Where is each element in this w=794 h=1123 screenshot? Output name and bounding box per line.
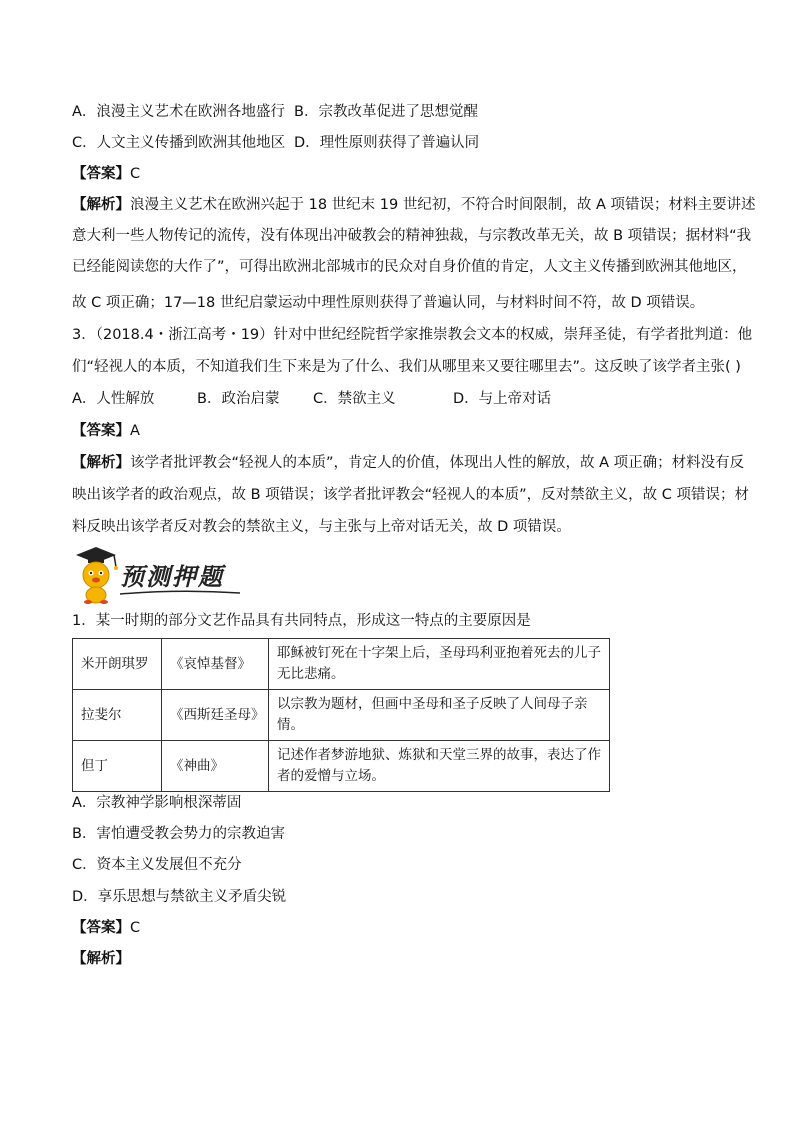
table-cell-desc: 以宗教为题材，但画中圣母和圣子反映了人间母子亲情。 [269, 690, 610, 741]
q3-analysis-line-2: 映出该学者的政治观点，故 B 项错误；该学者批评教会“轻视人的本质”，反对禁欲主义，故 C 项错误；材 [72, 487, 750, 503]
table-cell-work: 《哀悼基督》 [162, 639, 269, 690]
q2-analysis-line-1 [72, 196, 756, 214]
q3-answer [72, 422, 732, 440]
banner-underline [120, 589, 240, 597]
q2-options-row-1 [72, 103, 732, 121]
analysis-label: 【解析】 [72, 197, 130, 213]
answer-value: C [130, 920, 141, 936]
p1-option-b: B．害怕遭受教会势力的宗教迫害 [72, 826, 285, 842]
p1-question: 1．某一时期的部分文艺作品具有共同特点，形成这一特点的主要原因是 [72, 613, 531, 629]
q3-stem-line-2: 们“轻视人的本质，不知道我们生下来是为了什么、我们从哪里来又要往哪里去”。这反映了该学者主张( ) [72, 359, 741, 375]
table-cell-work: 《神曲》 [162, 741, 269, 792]
graduate-mascot-icon [70, 545, 122, 605]
q3-analysis-line-3: 料反映出该学者反对教会的禁欲主义，与主张与上帝对话无关，故 D 项错误。 [72, 519, 571, 535]
p1-answer [72, 919, 732, 937]
q2-analysis-line-2: 意大利一些人物传记的流传，没有体现出冲破教会的精神独裁，与宗教改革无关，故 B 项错误；据材料“我 [72, 228, 752, 244]
analysis-text: 浪漫主义艺术在欧洲兴起于 18 世纪末 19 世纪初，不符合时间限制，故 A 项错误；材料主要讲述 [130, 197, 756, 213]
analysis-text: 该学者批评教会“轻视人的本质”，肯定人的价值，体现出人性的解放，故 A 项正确；材料没有反 [130, 455, 745, 471]
q2-analysis-line-4: 故 C 项正确；17—18 世纪启蒙运动中理性原则获得了普遍认同，与材料时间不符，故 D 项错误。 [72, 295, 705, 311]
table-row [73, 741, 610, 792]
answer-value: A [130, 423, 140, 439]
prediction-section-banner [70, 545, 240, 605]
q2-option-a: A．浪漫主义艺术在欧洲各地盛行 [72, 104, 285, 120]
table-row [73, 639, 610, 690]
q2-options-row-2 [72, 134, 732, 152]
q3-option-a: A．人性解放 [72, 391, 155, 407]
table-cell-desc: 记述作者梦游地狱、炼狱和天堂三界的故事，表达了作者的爱憎与立场。 [269, 741, 610, 792]
answer-label: 【答案】 [72, 423, 130, 439]
q2-option-c: C．人文主义传播到欧洲其他地区 [72, 135, 286, 151]
q2-analysis-line-3: 已经能阅读您的大作了”，可得出欧洲北部城市的民众对自身价值的肯定，人文主义传播到欧洲其他地区， [72, 259, 747, 275]
q3-option-b: B．政治启蒙 [197, 391, 280, 407]
q2-option-b: B．宗教改革促进了思想觉醒 [294, 104, 478, 120]
table-cell-artist: 米开朗琪罗 [73, 639, 162, 690]
p1-option-c: C．资本主义发展但不充分 [72, 857, 242, 873]
answer-label: 【答案】 [72, 166, 130, 182]
banner-title: 预测押题 [120, 562, 224, 591]
table-cell-artist: 但丁 [73, 741, 162, 792]
table-cell-desc: 耶稣被钉死在十字架上后，圣母玛利亚抱着死去的儿子无比悲痛。 [269, 639, 610, 690]
q3-analysis-line-1 [72, 454, 745, 472]
table-cell-artist: 拉斐尔 [73, 690, 162, 741]
q3-stem-line-1: 3．（2018.4・浙江高考・19）针对中世纪经院哲学家推崇教会文本的权威，崇拜圣徒，有学者批判道：他 [72, 327, 753, 343]
table-cell-work: 《西斯廷圣母》 [162, 690, 269, 741]
answer-label: 【答案】 [72, 920, 130, 936]
q3-option-d: D．与上帝对话 [453, 391, 552, 407]
p1-option-a: A．宗教神学影响根深蒂固 [72, 795, 242, 811]
answer-value: C [130, 166, 141, 182]
q2-option-d: D．理性原则获得了普遍认同 [294, 135, 480, 151]
q2-answer [72, 165, 732, 183]
q3-option-c: C．禁欲主义 [313, 391, 396, 407]
p1-analysis-label: 【解析】 [72, 951, 130, 967]
q3-options [72, 390, 732, 408]
artworks-table [72, 638, 610, 792]
table-row [73, 690, 610, 741]
p1-option-d: D．享乐思想与禁欲主义矛盾尖锐 [72, 889, 287, 905]
analysis-label: 【解析】 [72, 455, 130, 471]
